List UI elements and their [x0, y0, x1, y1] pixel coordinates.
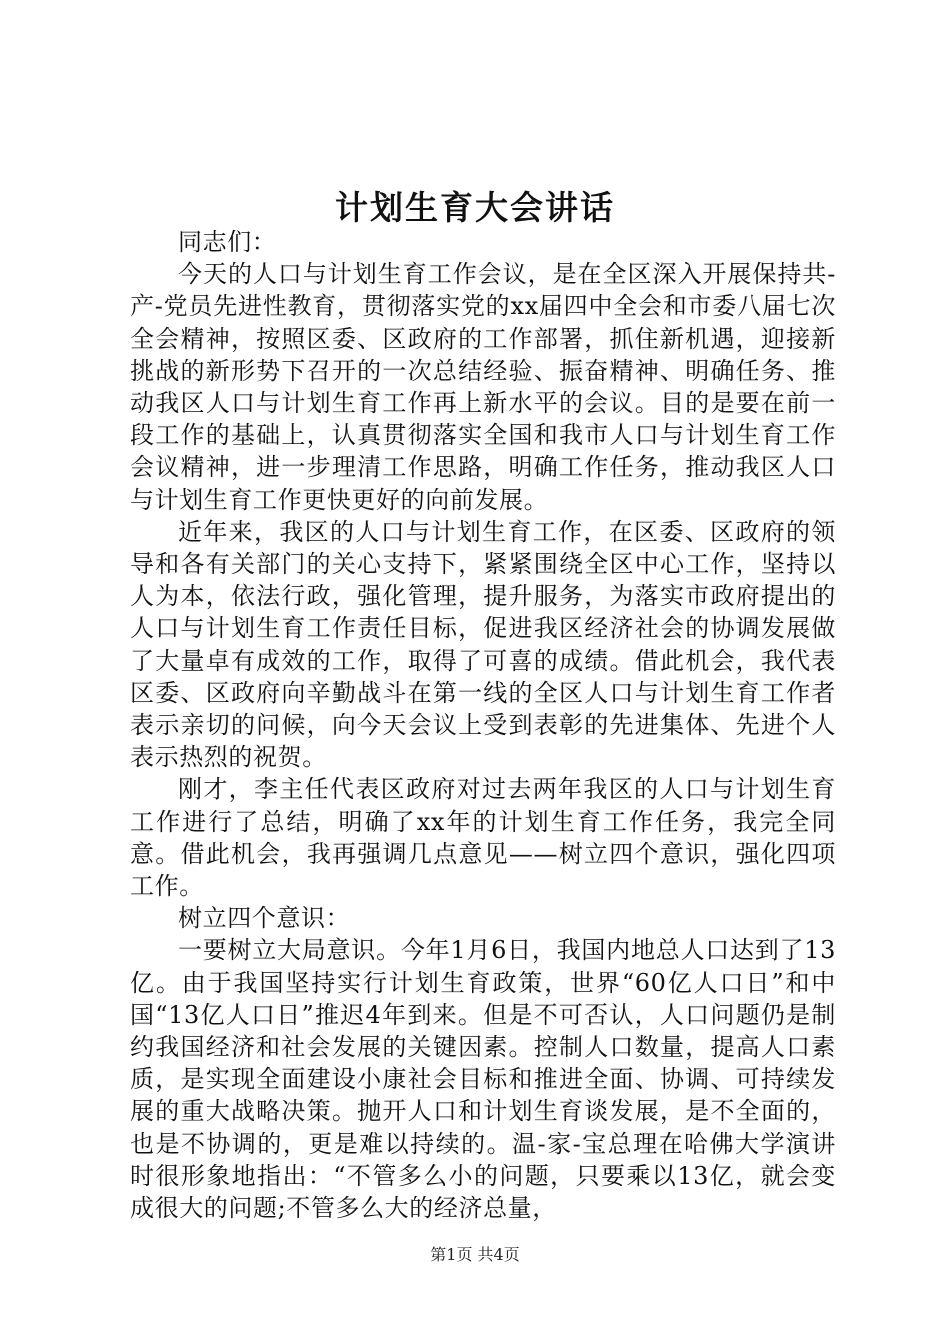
body-paragraph: 刚才，李主任代表区政府对过去两年我区的人口与计划生育工作进行了总结，明确了xx年的计划生育工作任务，我完全同意。借此机会，我再强调几点意见——树立四个意识，强化四项工作。 [130, 775, 836, 901]
body-paragraph: 今天的人口与计划生育工作会议，是在全区深入开展保持共-产-党员先进性教育，贯彻落实党的xx届四中全会和市委八届七次全会精神，按照区委、区政府的工作部署，抓住新机遇，迎接新挑战的新形势下召开的一次总结经验、振奋精神、明确任务、推动我区人口与计划生育工作再上新水平的会议。目的是要在前一段工作的基础上，认真贯彻落实全国和我市人口与计划生育工作会议精神，进一步理清工作思路，明确工作任务，推动我区人口与计划生育工作更快更好的向前发展。 [130, 260, 836, 514]
page-number-footer: 第1页 共4页 [430, 1245, 520, 1264]
section-heading: 树立四个意识： [178, 904, 351, 933]
document-body [130, 226, 836, 1224]
body-paragraph: 一要树立大局意识。今年1月6日，我国内地总人口达到了13亿。由于我国坚持实行计划生育政策，世界“60亿人口日”和中国“13亿人口日”推迟4年到来。但是不可否认，人口问题仍是制约我国经济和社会发展的关键因素。控制人口数量，提高人口素质，是实现全面建设小康社会目标和推进全面、协调、可持续发展的重大战略决策。抛开人口和计划生育谈发展，是不全面的，也是不协调的，更是难以持续的。温-家-宝总理在哈佛大学演讲时很形象地指出：“不管多么小的问题，只要乘以13亿，就会变成很大的问题;不管多么大的经济总量， [130, 936, 836, 1223]
document-title: 计划生育大会讲话 [335, 188, 615, 227]
salutation-paragraph: 同志们： [178, 228, 277, 256]
body-paragraph: 近年来，我区的人口与计划生育工作，在区委、区政府的领导和各有关部门的关心支持下，紧紧围绕全区中心工作，坚持以人为本，依法行政，强化管理，提升服务，为落实市政府提出的人口与计划生育工作责任目标，促进我区经济社会的协调发展做了大量卓有成效的工作，取得了可喜的成绩。借此机会，我代表区委、区政府向辛勤战斗在第一线的全区人口与计划生育工作者表示亲切的问候，向今天会议上受到表彰的先进集体、先进个人表示热烈的祝贺。 [130, 517, 836, 772]
